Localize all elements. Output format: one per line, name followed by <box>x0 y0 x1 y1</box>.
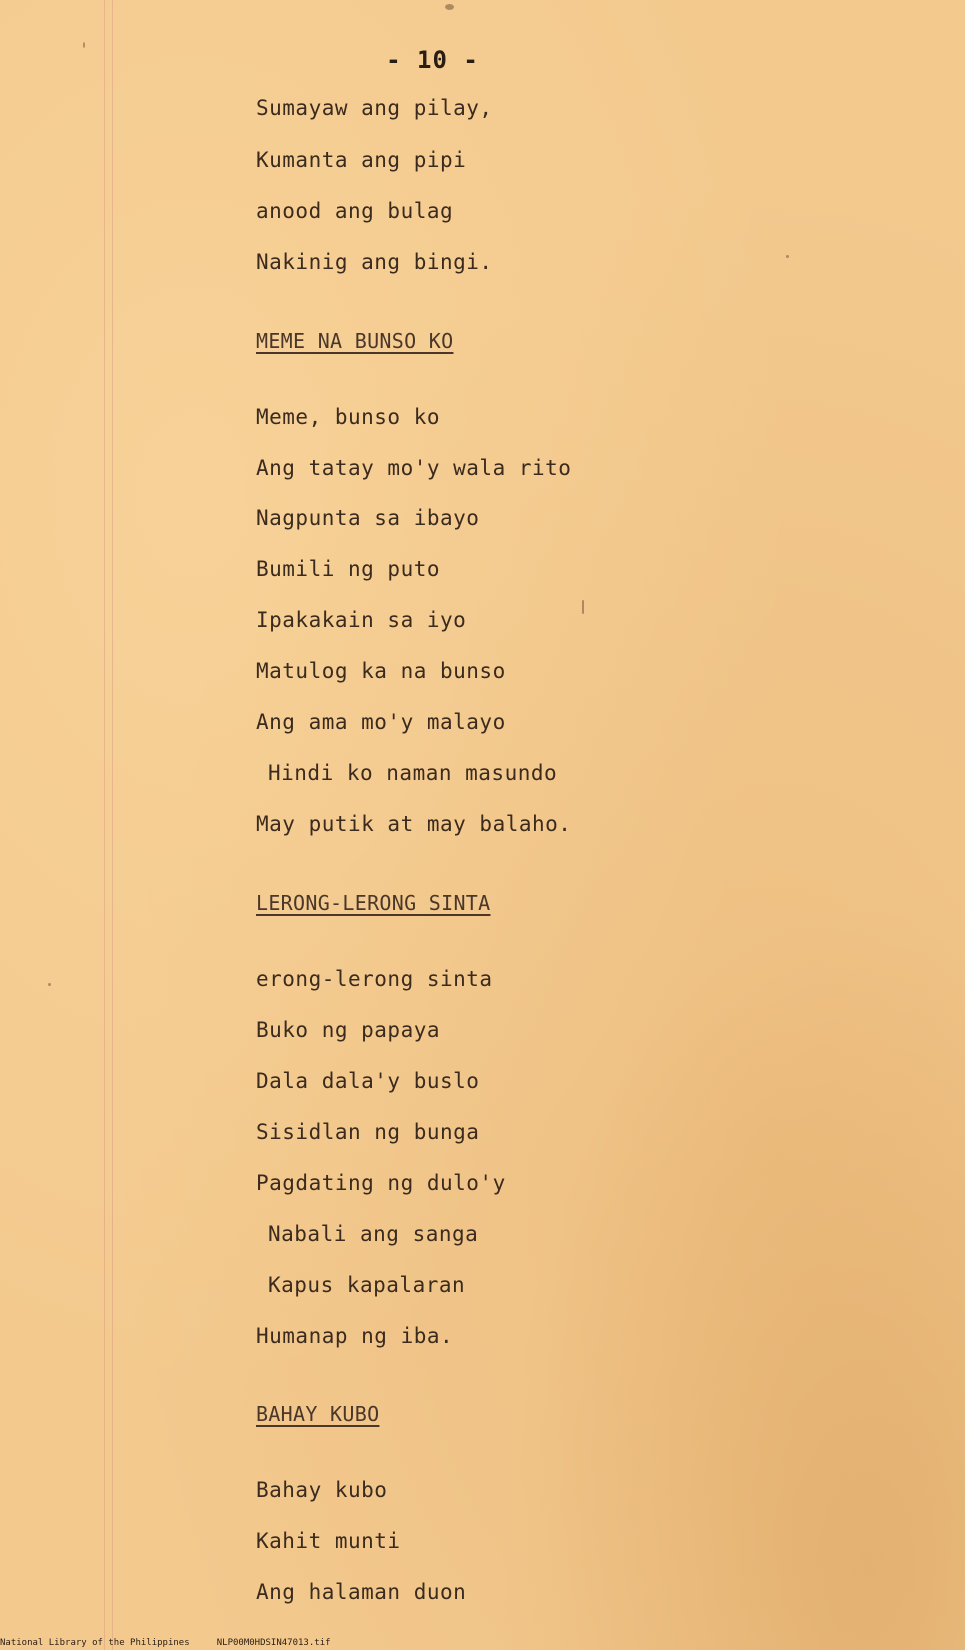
poem-line: Humanap ng iba. <box>256 1324 454 1348</box>
page-number: - 10 - <box>386 46 479 74</box>
poem-line: Ang halaman duon <box>256 1580 467 1604</box>
poem-line: Nabali ang sanga <box>268 1222 479 1246</box>
poem-line: anood ang bulag <box>256 199 454 223</box>
poem-line: Matulog ka na bunso <box>256 659 506 683</box>
poem-line: May putik at may balaho. <box>256 812 572 836</box>
poem-line: Kapus kapalaran <box>268 1273 466 1297</box>
poem-line: Nagpunta sa ibayo <box>256 506 480 530</box>
archive-footer: National Library of the Philippines NLP00M0HDSIN47013.tif <box>0 1638 331 1648</box>
poem-line: Hindi ko naman masundo <box>268 761 558 785</box>
poem-line: Meme, bunso ko <box>256 405 441 429</box>
poem-line: Sumayaw ang pilay, <box>256 96 493 120</box>
poem-line: Bumili ng puto <box>256 557 441 581</box>
poem-line: Ang tatay mo'y wala rito <box>256 456 572 480</box>
poem-line: Kahit munti <box>256 1529 401 1553</box>
poem-line: Pagdating ng dulo'y <box>256 1171 506 1195</box>
section-title: BAHAY KUBO <box>256 1402 380 1426</box>
poem-line: Buko ng papaya <box>256 1018 441 1042</box>
section-title: LERONG-LERONG SINTA <box>256 891 491 915</box>
poem-line: Dala dala'y buslo <box>256 1069 480 1093</box>
poem-line: erong-lerong sinta <box>256 967 493 991</box>
paper-stain <box>445 4 454 10</box>
poem-line: Kumanta ang pipi <box>256 148 467 172</box>
poem-line: Nakinig ang bingi. <box>256 250 493 274</box>
poem-line: Ang ama mo'y malayo <box>256 710 506 734</box>
poem-line: Bahay kubo <box>256 1478 388 1502</box>
paper-mark <box>582 600 584 614</box>
poem-line: Ipakakain sa iyo <box>256 608 467 632</box>
paper-mark <box>786 255 789 258</box>
poem-line: Sisidlan ng bunga <box>256 1120 480 1144</box>
section-title: MEME NA BUNSO KO <box>256 329 454 353</box>
margin-line <box>112 0 113 1650</box>
paper-mark <box>48 983 51 986</box>
margin-line <box>104 0 105 1650</box>
